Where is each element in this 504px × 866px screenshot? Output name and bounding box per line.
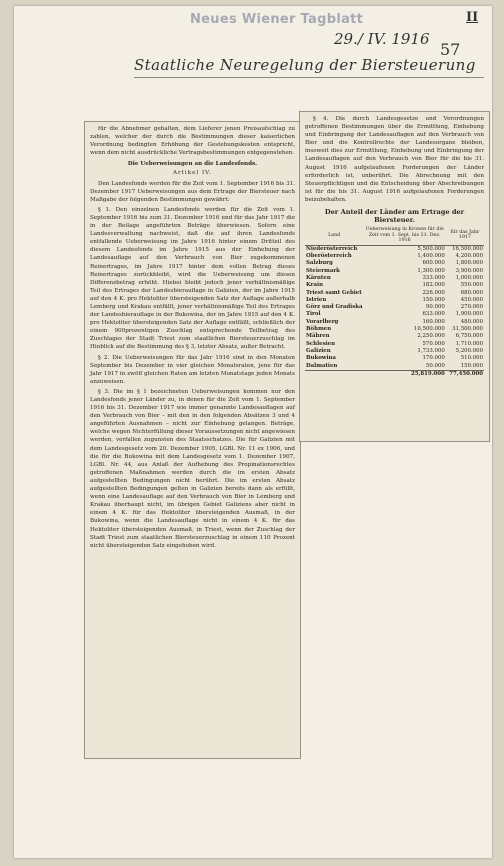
table-row [305, 311, 484, 318]
amount-cell: 150.000 [422, 296, 445, 303]
land-name-cell: Kärnten [306, 275, 331, 281]
column-header: für das Jahr 1917 [446, 226, 484, 245]
paragraph: § 2. Die Ueberweisungen für das Jahr 1916 sind in den Monaten September bis Dezember in vier gleichen Monatsraten, jene für das Jahr 1917 in zwölf gleichen Raten am letzten Monatstage jeden Monats anzuweisen. [90, 354, 295, 385]
amount-cell: 5,200.000 [455, 347, 483, 354]
amount-cell: 182.000 [422, 282, 445, 289]
amount-cell: 1,400.000 [417, 253, 445, 260]
handwritten-date: 29./ IV. 1916 [334, 30, 430, 48]
amount-cell: 550.000 [460, 282, 483, 289]
amount-cell: 4,200.000 [455, 253, 483, 260]
table-row [305, 319, 484, 326]
amount-cell: 16,500.000 [452, 245, 483, 252]
handwritten-volume-numeral: II [466, 10, 479, 25]
article-column-left [85, 122, 300, 555]
land-name-cell: Bukowina [306, 355, 336, 362]
paragraph: § 1. Den einzelnen Landesfonds werden für die Zeit vom 1. September 1916 bis zum 31. Dezember 1916 und für das Jahr 1917 die in der Beilage angeführten Beträge überwiesen. Sofern eine Landesverwaltung nachweist, daß die auf ihren Landesfonds entfallende Ueberweisung im Jahre 1916 hinter einem Dritteil des diesem Landesfonds im Jahre 1915 aus der Einhebung der Landesauflage auf den Verbrauch von Bier zugekommenen Reinertrages, im Jahre 1917 hinter dem vollen Betrag dieses Reinertrages zurückbleibt, wird die Ueberweisung um diesen Differenzbetrag erhöht. Hiebei bleibt jedoch jener verhältnismäßige Teil des Ertrages der Landesbierauflage in Galizien, der im Jahre 1915 auf den 4 K. pro Hektoliter übersteigenden Satz der Auflage außerhalb Lemberg und Krakau entfällt, jener verhältnismäßige Teil des Ertrages der Landesbierauflage in der Bukowina, der im Jahre 1915 auf den 4 K. pro Hektoliter übersteigenden Satz der Auflage entfällt, schließlich der einem 900prozentigen Zuschlag entsprechende Teilbetrag des Zuschlages der Stadt Triest zum staatlichen Biersteuerzuschlag im Hinblick auf die Bestimmung des § 3, letzter Absatz, außer Betracht. [90, 206, 295, 351]
land-name-cell: Tirol [306, 311, 321, 318]
land-name-cell: Niederösterreich [306, 245, 358, 252]
land-name-cell: Galizien [306, 347, 331, 354]
amount-cell: 31,500.000 [452, 326, 483, 333]
table-row [305, 260, 484, 267]
amount-cell: 3,900.000 [455, 267, 483, 274]
total-cell: 77,450.000 [446, 370, 484, 378]
amount-cell: 150.000 [460, 362, 483, 369]
table-row [305, 253, 484, 260]
article-number: Artikel IV. [172, 170, 213, 177]
amount-cell: 90.000 [425, 304, 445, 311]
amount-cell: 270.000 [460, 304, 483, 311]
column-header: Ueberweisung in Kronen für die Zeit vom 1. Sept. bis 31. Dez. 1916 [363, 226, 445, 245]
total-cell: 25,819.000 [363, 370, 445, 378]
total-cell [305, 370, 363, 378]
land-name-cell: Salzburg [306, 260, 333, 267]
table-row [305, 290, 484, 297]
amount-cell: 600.000 [422, 260, 445, 267]
amount-cell: 680.000 [460, 289, 483, 296]
amount-cell: 10,500.000 [413, 326, 445, 333]
table-total-row [305, 370, 484, 378]
land-name-cell: Istrien [306, 296, 327, 303]
table-row [305, 282, 484, 289]
table-body [305, 245, 484, 378]
amount-cell: 333.000 [422, 275, 445, 281]
table-row [305, 333, 484, 340]
table-row [305, 326, 484, 333]
land-name-cell: Schlesien [306, 340, 336, 347]
amount-cell: 510.000 [460, 355, 483, 362]
handwritten-page-number: 57 [440, 40, 461, 59]
table-row [305, 355, 484, 362]
article-column-right [300, 112, 489, 381]
column-header: Land [305, 226, 363, 245]
amount-cell: 1,000.000 [455, 275, 483, 281]
amount-cell: 50.000 [425, 362, 445, 369]
amount-cell: 1,800.000 [455, 260, 483, 267]
section-heading: Die Ueberweisungen an die Landesfonds. [127, 161, 258, 168]
amount-cell: 1,300.000 [417, 267, 445, 274]
paragraph: § 4. Die durch Landesgesetze und Verordnungen getroffenen Bestimmungen über die Ermittlung, Einhebung und Einbringung der Landesauflagen auf den Verbrauch von Bier und die Kontrollrechte der Landesorgane bleiben, insoweit dies zur Ermittlung, Einhebung und Einbringung der Landesauflagen auf den Verbrauch von Bier für die bis 31. August 1916 aufgelaufenen Forderungen der Länder erforderlich ist, unberührt. Die Abrechnung mit den Steuerpflichtigen und die Entscheidung über Abschreibungen ist für die bis 31. August 1916 aufgelaufenen Forderungen beizubehalten. [305, 116, 484, 203]
table-header-row [305, 226, 484, 245]
table-row [305, 275, 484, 282]
land-name-cell: Triest samt Gebiet [306, 289, 362, 296]
table-row [305, 268, 484, 275]
amount-cell: 160.000 [422, 318, 445, 325]
land-name-cell: Krain [306, 282, 323, 289]
title-underline [134, 77, 484, 78]
handwritten-title: Staatliche Neuregelung der Biersteuerung [134, 56, 476, 74]
amount-cell: 1,710.000 [455, 340, 483, 347]
table-row [305, 245, 484, 253]
amount-cell: 450.000 [460, 296, 483, 303]
table-row [305, 363, 484, 371]
newspaper-clipping-left [84, 121, 301, 759]
table-title: Der Anteil der Länder am Ertrage der Biersteuer. [324, 208, 465, 225]
amount-cell: 633.000 [422, 311, 445, 318]
newspaper-stamp: Neues Wiener Tagblatt [190, 12, 364, 27]
amount-cell: 170.000 [422, 355, 445, 362]
amount-cell: 226.000 [422, 289, 445, 296]
land-name-cell: Vorarlberg [306, 318, 339, 325]
land-name-cell: Mähren [306, 333, 330, 340]
table-row [305, 348, 484, 355]
amount-cell: 6,750.000 [455, 333, 483, 340]
newspaper-clipping-right [299, 111, 490, 442]
land-name-cell: Böhmen [306, 326, 332, 333]
amount-cell: 480.000 [460, 318, 483, 325]
intro-paragraph: für die Abnehmer gehalten, dem Lieferer jenen Preisaufschlag zu zahlen, welcher der durch die Bestimmungen dieser kaiserlichen Verordnung bedingten Erhöhung der Gestehungskosten entspricht, wenn dem nicht ausdrückliche Vertragsbestimmungen entgegenstehen. [90, 126, 295, 157]
amount-cell: 1,733.000 [417, 347, 445, 354]
land-name-cell: Oberösterreich [306, 253, 352, 260]
amount-cell: 2,250.000 [417, 333, 445, 340]
paragraph: § 3. Die im § 1 bezeichneten Ueberweisungen kommen nur den Landesfonds jener Länder zu, in denen für die Zeit vom 1. September 1916 bis 31. Dezember 1917 wie immer genannte Landesauflagen auf den Verbrauch von Bier – mit den in den folgenden Absätzen 3 und 4 angeführten Ausnahmen – nicht zur Einhebung gelangen. Beträge, welche wegen Nichterfüllung dieser Voraussetzungen nicht angewiesen werden, verfallen zugunsten des Staatsschatzes. Die für Galizien mit dem Landesgesetz vom 20. Dezember 1905, LGBl. Nr. 11 ex 1906, und die für die Bukowina mit dem Landesgesetz vom 1. Dezember 1907, LGBl. Nr. 44, aus Anlaß der Aufhebung des Propinationsrechtes getroffenen Maßnahmen werden durch die im ersten Absatz aufgestellten Bedingungen nicht berührt. Die im ersten Absatz aufgestellten Bedingungen gelten in Galizien bereits dann als erfüllt, wenn eine Landesauflage auf den Verbrauch von Bier in Lemberg und Krakau überhaupt nicht, im übrigen Gebiet Galiziens aber nicht in einem 4 K. für das Hektoliter übersteigenden Ausmaß, in der Bukowina, wenn die Landesauflage nicht in einem 4 K. für das Hektoliter übersteigenden Ausmaß, in Triest, wenn der Zuschlag der Stadt Triest zum staatlichen Biersteuerzuschlag in einem 110 Prozent nicht übersteigenden Satz eingehoben wird. [90, 388, 295, 549]
table-row [305, 341, 484, 348]
amount-cell: 5,500.000 [417, 245, 445, 252]
land-name-cell: Dalmatien [306, 362, 338, 369]
amount-cell: 570.000 [422, 340, 445, 347]
amount-cell: 1,900.000 [455, 311, 483, 318]
land-name-cell: Steiermark [306, 267, 340, 274]
beer-tax-share-table [305, 226, 484, 378]
land-name-cell: Görz und Gradiska [306, 304, 363, 311]
paragraph: Den Landesfonds werden für die Zeit vom 1. September 1916 bis 31. Dezember 1917 Ueberweisungen aus dem Ertrage der Biersteuer nach Maßgabe der folgenden Bestimmungen gewährt: [90, 180, 295, 203]
table-row [305, 304, 484, 311]
